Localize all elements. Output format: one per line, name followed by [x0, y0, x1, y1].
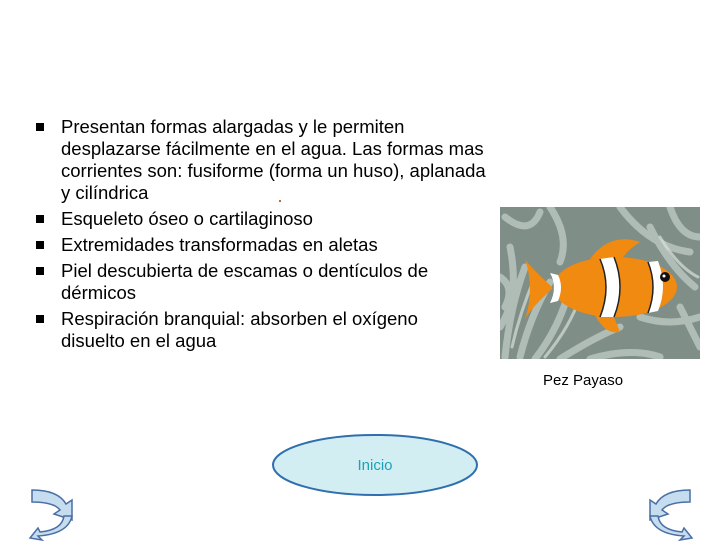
list-item-text: Respiración branquial: absorben el oxígeno disuelto en el agua	[61, 308, 418, 351]
list-item-text: Extremidades transformadas en aletas	[61, 234, 378, 255]
list-item	[36, 260, 486, 304]
list-item	[36, 208, 486, 230]
feature-list	[36, 116, 486, 356]
list-item-text: Piel descubierta de escamas o dentículos de dérmicos	[61, 260, 429, 303]
curved-arrow-left-icon[interactable]	[28, 486, 78, 544]
bullet-icon	[36, 123, 44, 131]
clownfish-photo	[500, 207, 700, 359]
list-item	[36, 116, 486, 204]
curved-arrow-right-icon[interactable]	[644, 486, 694, 544]
bullet-icon	[36, 241, 44, 249]
home-button-label: Inicio	[357, 456, 393, 474]
list-item-text: Esqueleto óseo o cartilaginoso	[61, 208, 313, 229]
decorative-dot	[279, 200, 281, 202]
list-item	[36, 234, 486, 256]
home-button[interactable]	[271, 433, 479, 497]
bullet-icon	[36, 315, 44, 323]
bullet-icon	[36, 215, 44, 223]
list-item	[36, 308, 486, 352]
list-item-text: Presentan formas alargadas y le permiten desplazarse fácilmente en el agua. Las formas mas corrientes son: fusiforme (forma un huso), aplanada y cilíndrica	[61, 116, 486, 203]
bullet-icon	[36, 267, 44, 275]
photo-caption: Pez Payaso	[543, 372, 624, 389]
